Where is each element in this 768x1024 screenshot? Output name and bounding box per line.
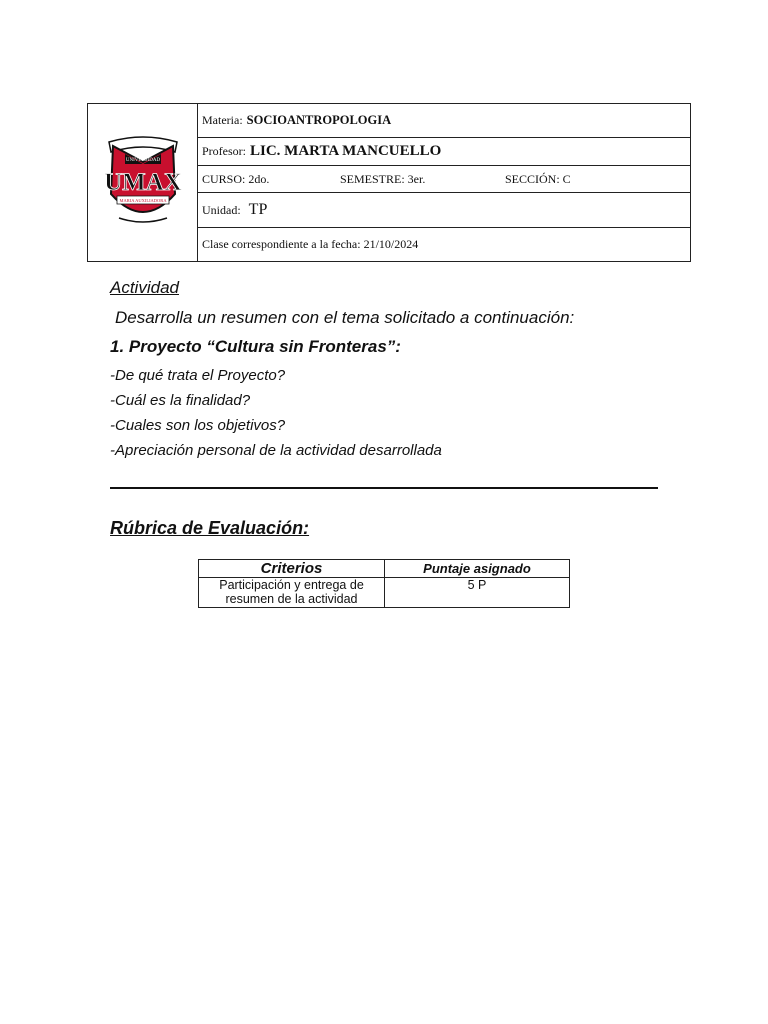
question-item: -Cuál es la finalidad? (110, 392, 251, 409)
table-row (199, 578, 570, 608)
materia-label: Materia: (202, 113, 243, 127)
activity-instruction: Desarrolla un resumen con el tema solicitado a continuación: (115, 308, 575, 327)
university-logo (95, 134, 191, 230)
materia-value: SOCIOANTROPOLOGIA (246, 113, 392, 127)
unidad-label: Unidad: (202, 202, 241, 217)
svg-text:MARIA AUXILIADORA: MARIA AUXILIADORA (119, 198, 167, 203)
svg-text:UNIVERSIDAD: UNIVERSIDAD (125, 158, 161, 163)
question-item: -Cuales son los objetivos? (110, 417, 286, 434)
criterio-line: resumen de la actividad (225, 592, 358, 606)
rubric-header-puntaje: Puntaje asignado (385, 560, 570, 578)
curso-row (198, 166, 690, 193)
rubric-header-criterios: Criterios (199, 560, 385, 578)
answer-separator-line (110, 487, 658, 489)
profesor-row (198, 138, 690, 166)
rubric-header-row (199, 560, 570, 578)
curso-text: CURSO: 2do. (202, 171, 270, 186)
rubric-puntaje-cell: 5 P (385, 578, 570, 608)
unidad-value: TP (248, 201, 268, 218)
question-item: -De qué trata el Proyecto? (110, 367, 286, 384)
svg-text:UMAX: UMAX (104, 169, 182, 196)
criterio-line: Participación y entrega de (219, 578, 364, 592)
activity-title: Actividad (110, 278, 179, 297)
semestre-text: SEMESTRE: 3er. (340, 171, 426, 186)
header-table (87, 103, 691, 262)
profesor-label: Profesor: (202, 144, 246, 158)
project-heading: 1. Proyecto “Cultura sin Fronteras”: (110, 337, 401, 356)
materia-row (198, 104, 690, 138)
seccion-text: SECCIÓN: C (505, 171, 571, 186)
fecha-text: Clase correspondiente a la fecha: 21/10/2024 (202, 237, 419, 251)
unidad-row (198, 193, 690, 228)
rubric-title: Rúbrica de Evaluación: (110, 518, 310, 538)
rubric-criterio-cell (199, 578, 385, 608)
fecha-row (198, 228, 690, 261)
logo-cell (88, 104, 198, 261)
rubric-table (198, 559, 570, 608)
profesor-value: LIC. MARTA MANCUELLO (250, 143, 442, 159)
question-item: -Apreciación personal de la actividad desarrollada (110, 442, 442, 459)
